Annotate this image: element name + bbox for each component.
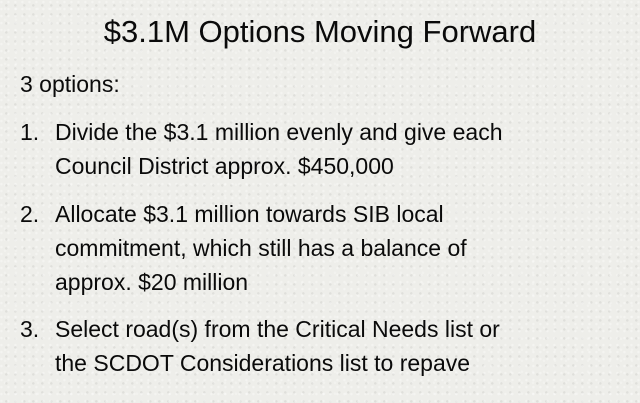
option-line: Allocate $3.1 million towards SIB local	[55, 201, 444, 227]
option-line: Divide the $3.1 million evenly and give each	[55, 119, 503, 145]
option-number: 1.	[20, 119, 40, 145]
option-number: 2.	[20, 201, 40, 227]
slide-title: $3.1M Options Moving Forward	[103, 14, 537, 49]
option-text	[55, 312, 625, 380]
option-line: commitment, which still has a balance of	[55, 235, 467, 261]
option-line: Council District approx. $450,000	[55, 153, 394, 179]
option-line: approx. $20 million	[55, 269, 249, 295]
option-line: the SCDOT Considerations list to repave	[55, 350, 471, 376]
options-intro: 3 options:	[20, 71, 120, 97]
option-text	[55, 197, 625, 299]
option-number: 3.	[20, 316, 40, 342]
option-line: Select road(s) from the Critical Needs list or	[55, 316, 500, 342]
option-text	[55, 115, 625, 183]
